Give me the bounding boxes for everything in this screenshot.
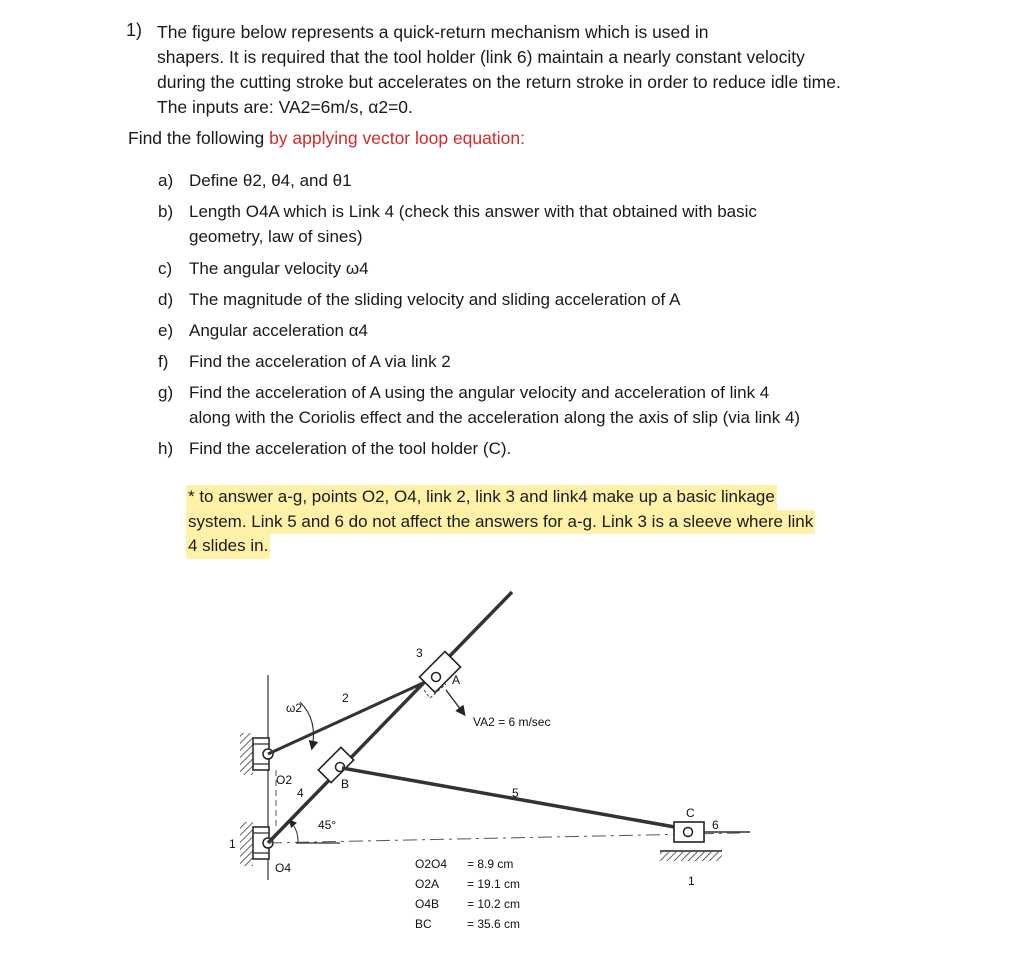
- item-text: Find the acceleration of the tool holder (C).: [189, 439, 512, 458]
- label-link-6: 6: [712, 818, 719, 832]
- label-point-c: C: [686, 806, 695, 820]
- dimension-name: O4B: [415, 897, 440, 911]
- item-label: e): [158, 321, 174, 340]
- note-line: * to answer a-g, points O2, O4, link 2, link 3 and link4 make up a basic linkage: [186, 485, 777, 510]
- intro-line: The inputs are: VA2=6m/s, α2=0.: [157, 97, 413, 117]
- link-2: [268, 678, 434, 754]
- label-velocity: VA2 = 6 m/sec: [473, 715, 551, 729]
- velocity-arrow: [446, 690, 464, 714]
- item-text: Angular acceleration α4: [189, 321, 368, 340]
- item-label: g): [158, 383, 174, 402]
- label-ground-1-left: 1: [229, 837, 236, 851]
- note-line: system. Link 5 and 6 do not affect the answers for a-g. Link 3 is a sleeve where link: [186, 510, 815, 535]
- item-label: c): [158, 259, 173, 278]
- item-label: d): [158, 290, 174, 309]
- item-text: along with the Coriolis effect and the acceleration along the axis of slip (via link 4): [189, 407, 801, 427]
- dimension-name: O2O4: [415, 857, 448, 871]
- item-label: f): [158, 352, 169, 371]
- label-link-5: 5: [512, 786, 519, 800]
- slider-c: [674, 822, 704, 842]
- dimension-value: = 8.9 cm: [467, 857, 514, 871]
- label-angle-45: 45°: [318, 818, 337, 832]
- label-ground-1-right: 1: [688, 874, 695, 888]
- item-text: Define θ2, θ4, and θ1: [189, 171, 352, 190]
- ground-hatch-slider: [660, 852, 722, 861]
- item-text: The angular velocity ω4: [189, 259, 369, 278]
- ground-centerline: [268, 833, 740, 843]
- item-label: h): [158, 439, 174, 458]
- label-o2: O2: [276, 773, 293, 787]
- item-label: b): [158, 202, 174, 221]
- item-text: geometry, law of sines): [189, 226, 363, 246]
- dimension-value: = 19.1 cm: [467, 877, 521, 891]
- label-o4: O4: [275, 861, 292, 875]
- item-text: Length O4A which is Link 4 (check this answer with that obtained with basic: [189, 202, 757, 221]
- item-text: Find the acceleration of A via link 2: [189, 352, 451, 371]
- dimension-value: = 10.2 cm: [467, 897, 521, 911]
- dimension-name: BC: [415, 917, 432, 931]
- intro-line: The figure below represents a quick-return mechanism which is used in: [157, 22, 709, 42]
- find-prefix: Find the following: [128, 128, 265, 148]
- intro-line: shapers. It is required that the tool holder (link 6) maintain a nearly constant velocity: [157, 47, 805, 67]
- pin-a: [432, 673, 441, 682]
- angle-arc-45: [290, 821, 298, 843]
- note-line: 4 slides in.: [186, 534, 270, 559]
- intro-line: during the cutting stroke but accelerates on the return stroke in order to reduce idle time.: [157, 72, 841, 92]
- label-point-b: B: [341, 777, 350, 791]
- item-text: The magnitude of the sliding velocity and sliding acceleration of A: [189, 290, 681, 309]
- question-number: 1): [126, 20, 143, 40]
- label-link-3: 3: [416, 646, 423, 660]
- label-omega2: ω2: [286, 701, 303, 715]
- find-method-highlight: by applying vector loop equation:: [269, 128, 525, 148]
- ground-hatch-o4: [240, 822, 253, 866]
- label-link-2: 2: [342, 691, 349, 705]
- dimension-value: = 35.6 cm: [467, 917, 521, 931]
- item-label: a): [158, 171, 174, 190]
- label-point-a: A: [452, 673, 461, 687]
- item-text: Find the acceleration of A using the angular velocity and acceleration of link 4: [189, 383, 770, 402]
- label-link-4: 4: [297, 786, 304, 800]
- ground-hatch-o2: [240, 733, 253, 775]
- dimension-name: O2A: [415, 877, 440, 891]
